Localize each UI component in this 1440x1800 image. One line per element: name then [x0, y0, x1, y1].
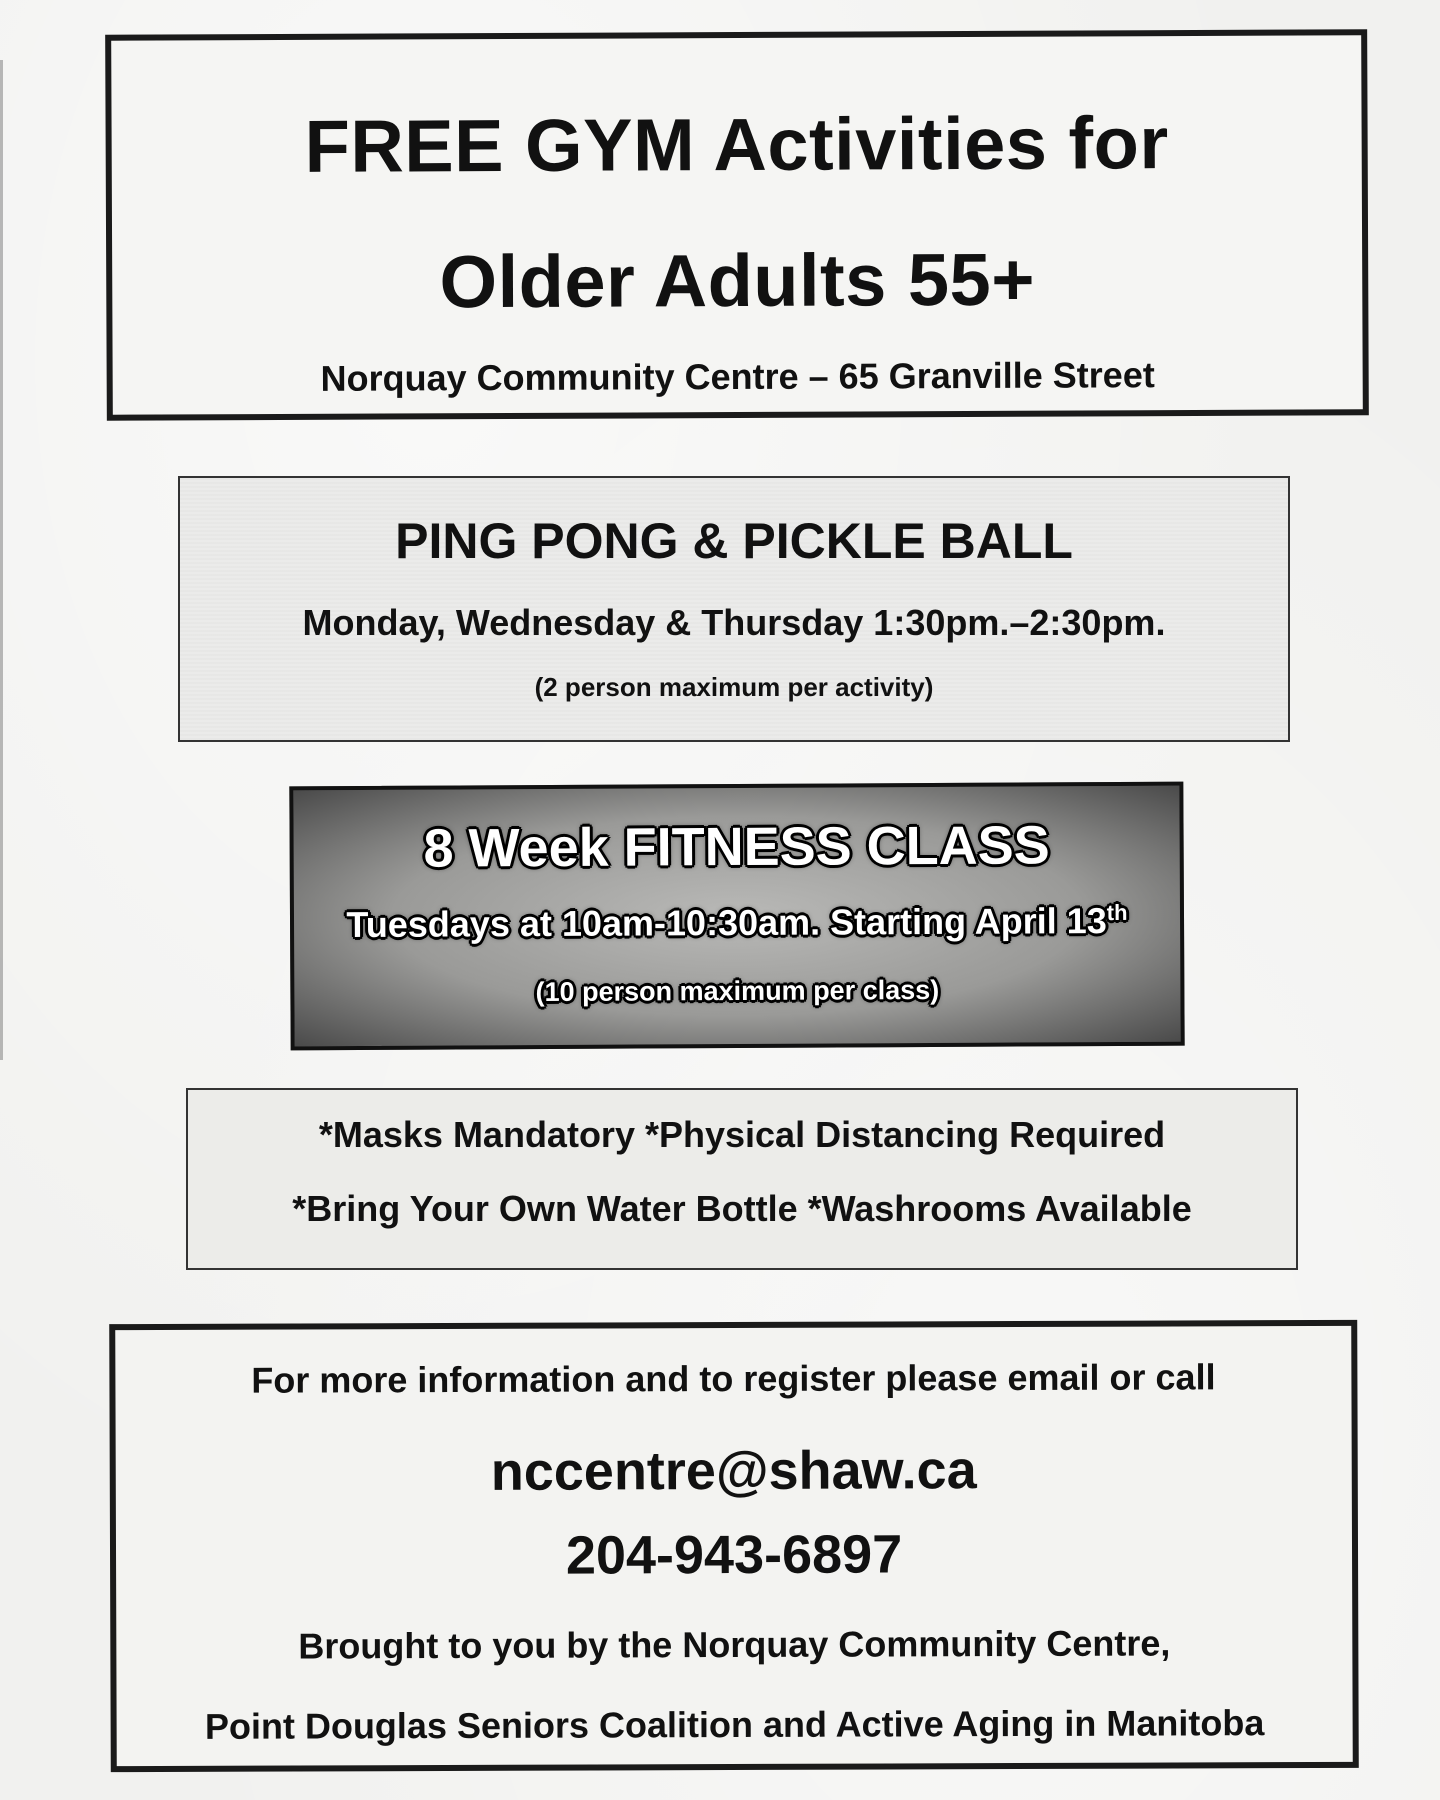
contact-phone: 204-943-6897 [565, 1524, 903, 1586]
contact-box [109, 1320, 1359, 1772]
fitness-title: 8 Week FITNESS CLASS [423, 815, 1050, 879]
title-line-2: Older Adults 55+ [439, 237, 1036, 324]
ping-pong-schedule: Monday, Wednesday & Thursday 1:30pm.–2:30pm. [302, 602, 1166, 643]
contact-intro: For more information and to register please email or call [251, 1356, 1216, 1401]
credit-line-2: Point Douglas Seniors Coalition and Active Aging in Manitoba [204, 1702, 1265, 1747]
fitness-schedule-suffix: th [1106, 899, 1128, 926]
paper-edge-shadow [0, 60, 3, 1060]
credit-line-1: Brought to you by the Norquay Community Centre, [298, 1622, 1171, 1667]
header-box [105, 29, 1369, 421]
fitness-class-box [289, 782, 1184, 1051]
title-line-1: FREE GYM Activities for [304, 101, 1169, 188]
fitness-note: (10 person maximum per class) [535, 974, 940, 1008]
location-text: Norquay Community Centre – 65 Granville Street [320, 354, 1155, 399]
rules-line-1: *Masks Mandatory *Physical Distancing Required [318, 1114, 1166, 1155]
rules-box [186, 1088, 1298, 1270]
rules-line-2: *Bring Your Own Water Bottle *Washrooms Available [292, 1188, 1192, 1229]
ping-pong-box [178, 476, 1290, 742]
contact-email: nccentre@shaw.ca [490, 1440, 977, 1502]
fitness-schedule-text: Tuesdays at 10am-10:30am. Starting April 13 [346, 900, 1107, 946]
ping-pong-title: PING PONG & PICKLE BALL [395, 513, 1073, 569]
fitness-schedule [294, 900, 1180, 947]
ping-pong-note: (2 person maximum per activity) [534, 672, 934, 702]
